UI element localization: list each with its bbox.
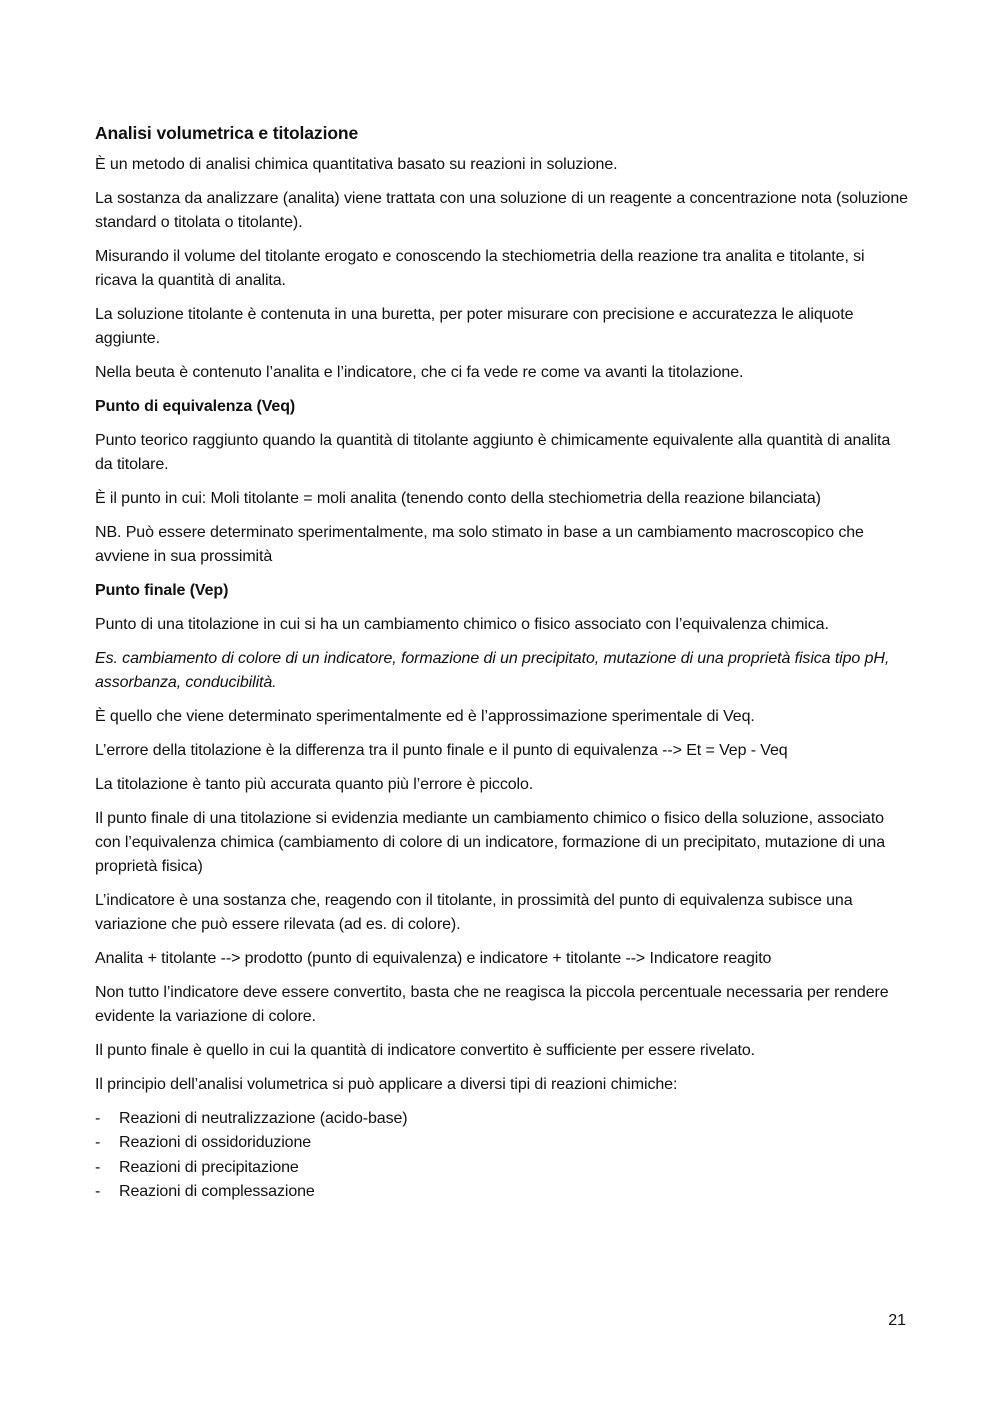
paragraph-analita: La sostanza da analizzare (analita) viene trattata con una soluzione di un reagente a concentrazione nota (soluzione standard o titolata o titolante).: [95, 190, 908, 231]
paragraph-indicatore: L’indicatore è una sostanza che, reagendo con il titolante, in prossimità del punto di equivalenza subisce una variazione che può essere rilevata (ad es. di colore).: [95, 892, 853, 933]
paragraph-accuratezza: La titolazione è tanto più accurata quanto più l’errore è piccolo.: [95, 776, 534, 793]
paragraph-esempio: Es. cambiamento di colore di un indicatore, formazione di un precipitato, mutazione di una proprietà fisica tipo pH, assorbanza, conducibilità.: [95, 650, 890, 691]
paragraph-punto-teorico: Punto teorico raggiunto quando la quantità di titolante aggiunto è chimicamente equivalente alla quantità di analita da titolare.: [95, 432, 891, 473]
paragraph-punto-finale-def: Punto di una titolazione in cui si ha un cambiamento chimico o fisico associato con l’equivalenza chimica.: [95, 616, 829, 633]
paragraph-nb: NB. Può essere determinato sperimentalmente, ma solo stimato in base a un cambiamento macroscopico che avviene in sua prossimità: [95, 524, 864, 565]
paragraph-errore: L’errore della titolazione è la differenza tra il punto finale e il punto di equivalenza --> Et = Vep - Veq: [95, 742, 788, 759]
page-number: 21: [888, 1312, 906, 1329]
paragraph-evidenzia: Il punto finale di una titolazione si evidenzia mediante un cambiamento chimico o fisico della soluzione, associato con l’equivalenza chimica (cambiamento di colore di un indicatore, formazione di un precipitato, mutazione di una proprietà fisica): [95, 810, 886, 875]
paragraph-approssimazione: È quello che viene determinato sperimentalmente ed è l’approssimazione sperimentale di Veq.: [95, 708, 755, 725]
paragraph-principio: Il principio dell’analisi volumetrica si può applicare a diversi tipi di reazioni chimiche:: [95, 1076, 678, 1093]
paragraph-reazione: Analita + titolante --> prodotto (punto di equivalenza) e indicatore + titolante --> Indicatore reagito: [95, 950, 772, 967]
paragraph-moli: È il punto in cui: Moli titolante = moli analita (tenendo conto della stechiometria della reazione bilanciata): [95, 490, 821, 507]
section-title: Analisi volumetrica e titolazione: [95, 123, 359, 143]
paragraph-definition: È un metodo di analisi chimica quantitativa basato su reazioni in soluzione.: [95, 156, 618, 173]
list-item: - Reazioni di precipitazione: [95, 1156, 910, 1180]
paragraph-rivelato: Il punto finale è quello in cui la quantità di indicatore convertito è sufficiente per essere rivelato.: [95, 1042, 756, 1059]
paragraph-buretta: La soluzione titolante è contenuta in una buretta, per poter misurare con precisione e accuratezza le aliquote aggiunte.: [95, 306, 854, 347]
page-content: [95, 121, 910, 1204]
paragraph-non-tutto: Non tutto l’indicatore deve essere convertito, basta che ne reagisca la piccola percentuale necessaria per rendere evidente la variazione di colore.: [95, 984, 889, 1025]
list-item: - Reazioni di neutralizzazione (acido-base): [95, 1107, 910, 1131]
subheading-equivalenza: Punto di equivalenza (Veq): [95, 398, 296, 415]
subheading-punto-finale: Punto finale (Vep): [95, 582, 229, 599]
paragraph-beuta: Nella beuta è contenuto l’analita e l’indicatore, che ci fa vede re come va avanti la titolazione.: [95, 364, 744, 381]
list-item: - Reazioni di ossidoriduzione: [95, 1131, 910, 1155]
reaction-types-list: [95, 1107, 910, 1204]
list-item: - Reazioni di complessazione: [95, 1180, 910, 1204]
paragraph-misurando: Misurando il volume del titolante erogato e conoscendo la stechiometria della reazione tra analita e titolante, si ricava la quantità di analita.: [95, 248, 865, 289]
